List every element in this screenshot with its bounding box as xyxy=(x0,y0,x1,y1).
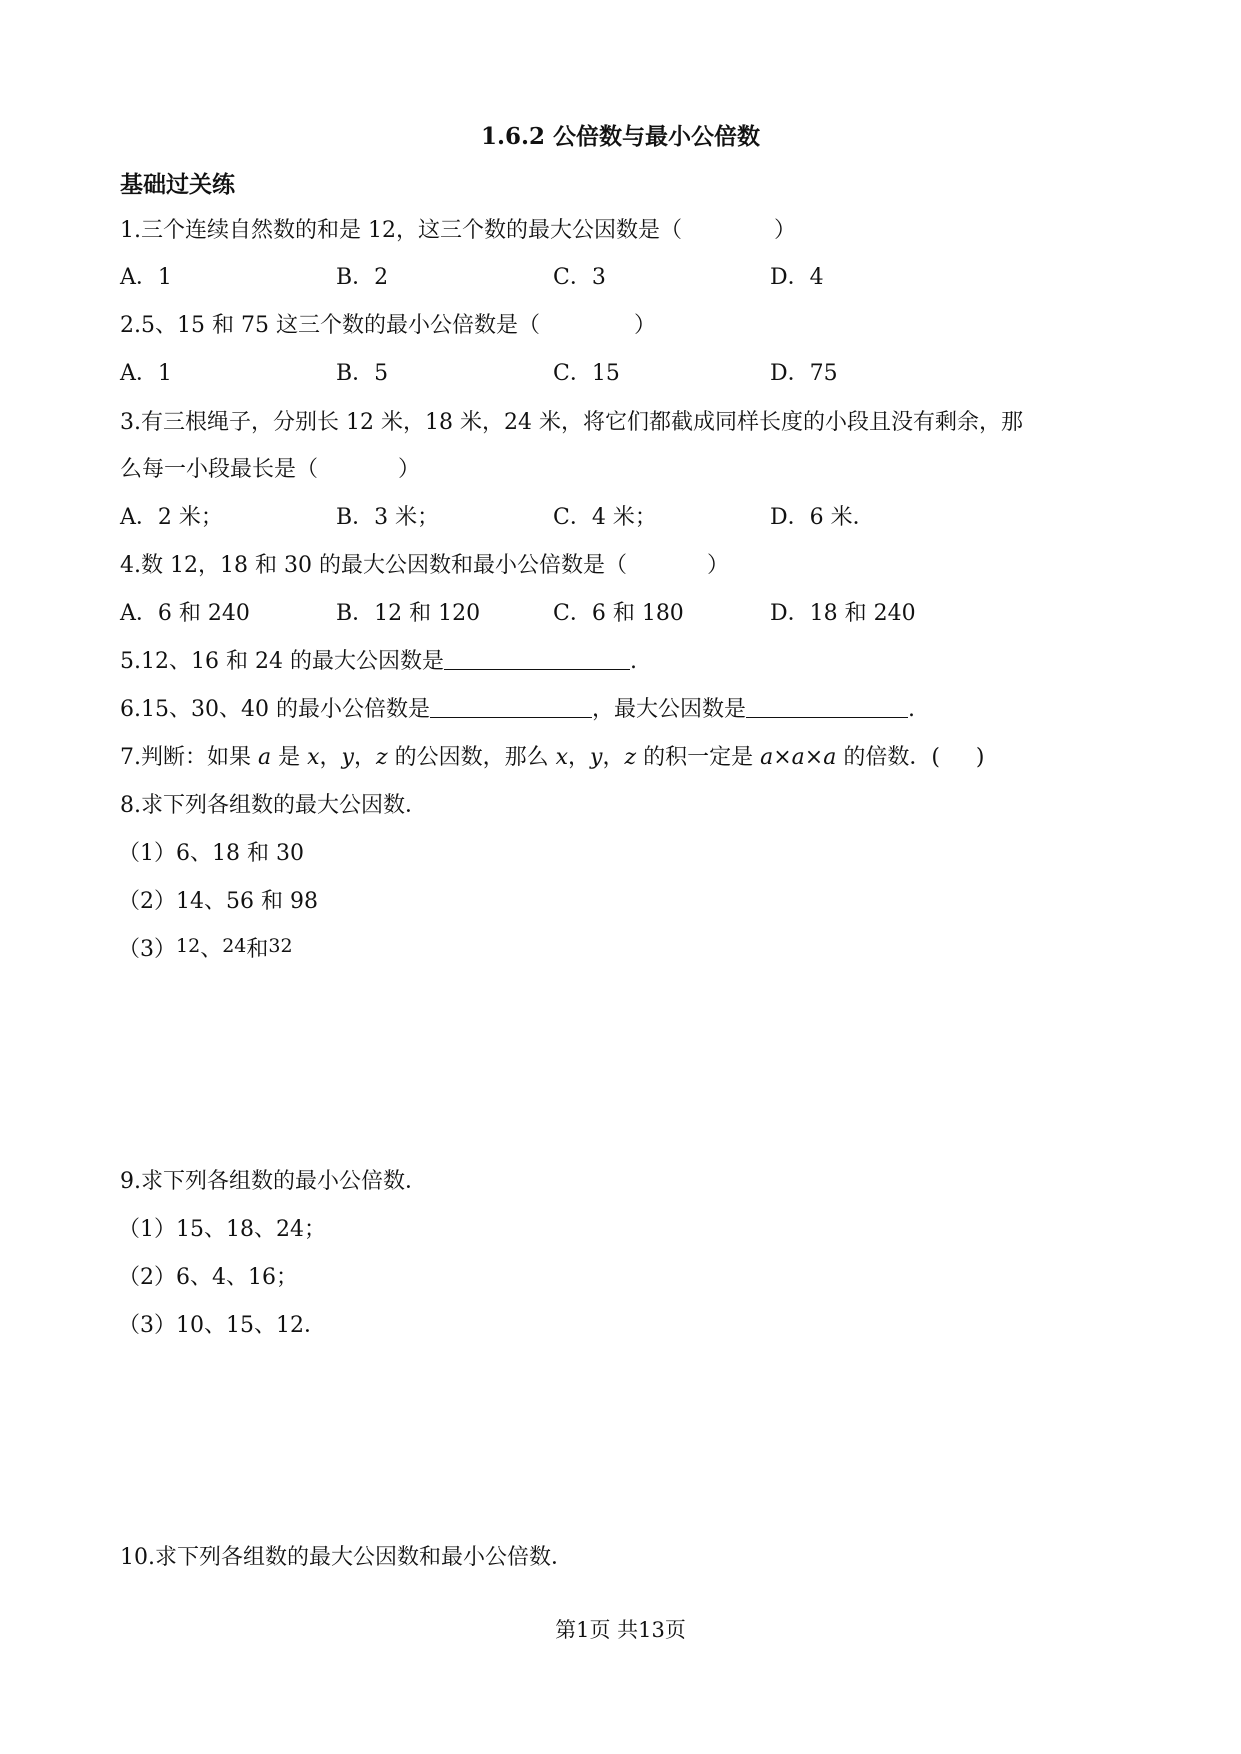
question-1-close: ） xyxy=(773,218,796,243)
var-y: y xyxy=(341,745,354,770)
q3-option-c: C．4 米； xyxy=(553,505,657,530)
q4-option-d: D．18 和 240 xyxy=(770,601,916,626)
q1-option-b: B．2 xyxy=(336,265,389,290)
q9-item-1 xyxy=(118,1215,326,1245)
question-1-text: 1.三个连续自然数的和是 12，这三个数的最大公因数是（ xyxy=(120,218,682,243)
question-5-text: 5.12、16 和 24 的最大公因数是 xyxy=(120,649,444,674)
var-a: a xyxy=(760,745,774,770)
item-text: 14、56 和 98 xyxy=(176,889,318,914)
question-3-text: 么每一小段最长是（ xyxy=(120,457,319,482)
q3-option-a: A．2 米； xyxy=(120,505,223,530)
q4-option-a: A．6 和 240 xyxy=(120,601,250,626)
page-total: 13 xyxy=(638,1618,665,1642)
question-4 xyxy=(120,551,729,581)
footer-text: 页 xyxy=(664,1618,686,1642)
q2-option-c: C．15 xyxy=(553,361,620,386)
var-a: a xyxy=(257,745,272,770)
var-z: z xyxy=(376,745,388,770)
question-7 xyxy=(120,743,985,773)
answer-blank[interactable] xyxy=(444,647,630,670)
question-6-end: . xyxy=(907,697,915,722)
q7-sep: ， xyxy=(602,745,625,770)
var-a: a xyxy=(823,745,837,770)
q2-option-d: D．75 xyxy=(770,361,838,386)
item-text: 15、18、24； xyxy=(176,1217,326,1242)
question-2-close: ） xyxy=(633,313,656,338)
q1-option-c: C．3 xyxy=(553,265,606,290)
item-label: （1） xyxy=(118,1217,176,1242)
footer-text: 页 共 xyxy=(589,1618,639,1642)
q2-option-a: A．1 xyxy=(120,361,172,386)
item-label: （1） xyxy=(118,841,176,866)
var-x: x xyxy=(555,745,569,770)
q7-text-1: 7.判断：如果 xyxy=(120,745,258,770)
question-6-text: 6.15、30、40 的最小公倍数是 xyxy=(120,697,430,722)
page-number: 1 xyxy=(576,1618,590,1642)
q7-text-2: 是 xyxy=(271,745,308,770)
q1-option-a: A．1 xyxy=(120,265,172,290)
var-y: y xyxy=(590,745,603,770)
q8-item-2 xyxy=(118,887,318,917)
q8-item-1 xyxy=(118,839,304,869)
var-z: z xyxy=(624,745,637,770)
question-10: 10.求下列各组数的最大公因数和最小公倍数． xyxy=(120,1545,573,1570)
question-2 xyxy=(120,311,656,341)
answer-blank-gcd[interactable] xyxy=(746,695,908,718)
q1-option-d: D．4 xyxy=(770,265,824,290)
question-3-close: ） xyxy=(398,457,421,482)
page-footer xyxy=(0,1615,1241,1645)
item-number: 32 xyxy=(268,935,293,957)
item-label: （2） xyxy=(118,889,176,914)
question-9: 9.求下列各组数的最小公倍数． xyxy=(120,1169,427,1194)
q2-option-b: B．5 xyxy=(336,361,389,386)
q3-option-b: B．3 米； xyxy=(336,505,440,530)
q7-text-4: 的积一定是 xyxy=(636,745,761,770)
q4-option-b: B．12 和 120 xyxy=(336,601,481,626)
question-6-mid: ，最大公因数是 xyxy=(591,697,746,722)
item-label: （3） xyxy=(118,1313,176,1338)
q7-sep: ， xyxy=(319,745,342,770)
item-label: （3） xyxy=(118,937,176,962)
question-4-close: ） xyxy=(706,553,729,578)
var-a: a xyxy=(791,745,805,770)
question-1 xyxy=(120,216,796,246)
item-text: 6、18 和 30 xyxy=(176,841,304,866)
page-title: 1.6.2 公倍数与最小公倍数 xyxy=(480,123,761,150)
q7-sep: ， xyxy=(353,745,376,770)
item-number: 12 xyxy=(176,935,201,957)
question-5 xyxy=(120,647,637,677)
q9-item-2 xyxy=(118,1263,298,1293)
item-number: 24 xyxy=(222,935,247,957)
q7-text-5: 的倍数．( xyxy=(836,745,940,770)
q3-option-d: D．6 米． xyxy=(770,505,875,530)
answer-blank-lcm[interactable] xyxy=(430,695,592,718)
footer-text: 第 xyxy=(555,1618,577,1642)
question-4-text: 4.数 12，18 和 30 的最大公因数和最小公倍数是（ xyxy=(120,553,627,578)
item-sep: 和 xyxy=(246,937,269,962)
var-x: x xyxy=(307,745,320,770)
q9-item-3 xyxy=(118,1311,326,1341)
item-label: （2） xyxy=(118,1265,176,1290)
question-3-line-2 xyxy=(120,455,420,485)
q7-text-3: 的公因数，那么 xyxy=(387,745,556,770)
question-3-line-1: 3.有三根绳子，分别长 12 米，18 米，24 米，将它们都截成同样长度的小段且没有剩余，那 xyxy=(120,410,1023,435)
q7-close: ) xyxy=(975,745,985,770)
question-5-end: . xyxy=(629,649,637,674)
q4-option-c: C．6 和 180 xyxy=(553,601,684,626)
item-sep: 、 xyxy=(200,937,223,962)
item-text: 10、15、12． xyxy=(176,1313,326,1338)
section-heading: 基础过关练 xyxy=(120,171,235,198)
q7-sep: ， xyxy=(568,745,591,770)
question-2-text: 2.5、15 和 75 这三个数的最小公倍数是（ xyxy=(120,313,540,338)
question-6 xyxy=(120,695,915,725)
times-sign: × xyxy=(773,745,792,770)
times-sign: × xyxy=(804,745,824,770)
q8-item-3 xyxy=(118,935,293,965)
item-text: 6、4、16； xyxy=(176,1265,298,1290)
question-8: 8.求下列各组数的最大公因数． xyxy=(120,793,427,818)
